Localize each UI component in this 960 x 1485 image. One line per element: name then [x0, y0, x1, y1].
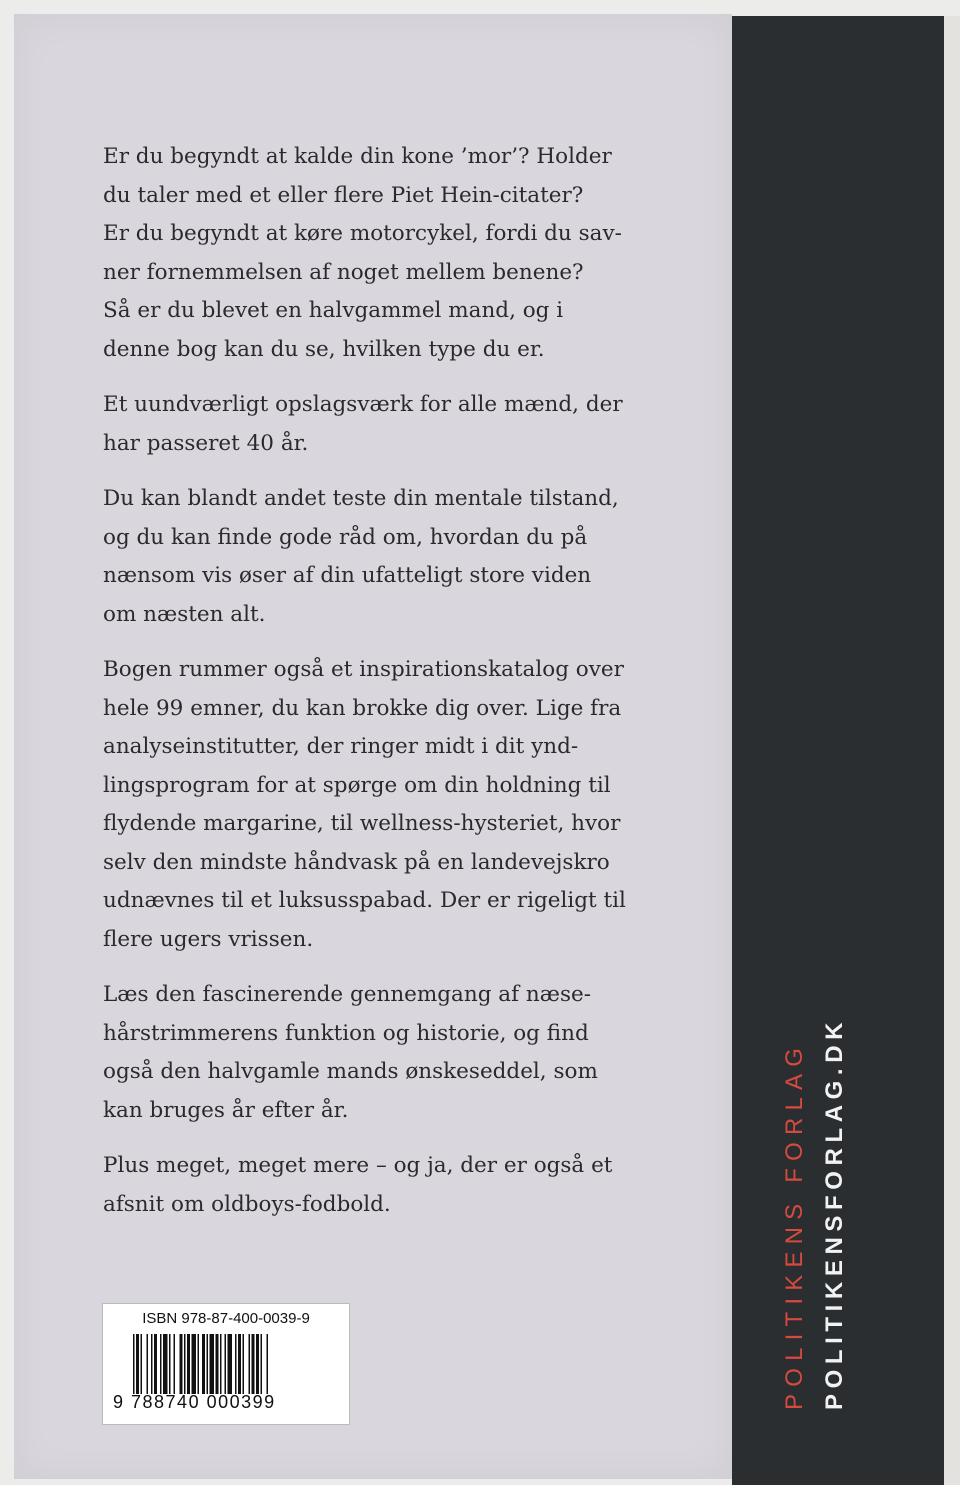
publisher-website: POLITIKENSFORLAG.DK	[821, 1016, 848, 1410]
barcode-digits: 9 788740 000399	[113, 1392, 276, 1412]
spine-text	[775, 1017, 855, 1410]
blurb-paragraph-5: Læs den fascinerende gennemgang af næse- hårstrimmerens funktion og historie, og find også den halvgamle mands ønskeseddel, som kan bruges år efter år.	[103, 982, 598, 1123]
isbn-number: ISBN 978-87-400-0039-9	[142, 1310, 310, 1327]
blurb-paragraph-3: Du kan blandt andet teste din mentale tilstand, og du kan finde gode råd om, hvordan du på nænsom vis øser af din ufatteligt store viden om næsten alt.	[103, 486, 619, 627]
barcode-icon	[133, 1334, 323, 1394]
blurb-text	[103, 138, 663, 1241]
page-edge	[944, 16, 960, 1485]
blurb-paragraph-4: Bogen rummer også et inspirationskatalog over hele 99 emner, du kan brokke dig over. Lige fra analyseinstitutter, der ringer midt i dit ynd- lingsprogram for at spørge om din holdning til flydende margarine, til wellness-hysteriet, hvor selv den mindste håndvask på en landevejskro udnævnes til et luksusspabad. Der er rigeligt til flere ugers vrissen.	[103, 657, 626, 952]
blurb-paragraph-2: Et uundværligt opslagsværk for alle mænd, der har passeret 40 år.	[103, 392, 623, 456]
blurb-paragraph-6: Plus meget, meget mere – og ja, der er også et afsnit om oldboys-fodbold.	[103, 1153, 613, 1217]
publisher-name: POLITIKENS FORLAG	[781, 1040, 808, 1410]
blurb-paragraph-1: Er du begyndt at kalde din kone ’mor’? Holder du taler med et eller flere Piet Hein-citater? Er du begyndt at køre motorcykel, fordi du sav- ner fornemmelsen af noget mellem benene? Så er du blevet en halvgammel mand, og i denne bog kan du se, hvilken type du er.	[103, 144, 622, 362]
barcode-label	[102, 1303, 350, 1425]
